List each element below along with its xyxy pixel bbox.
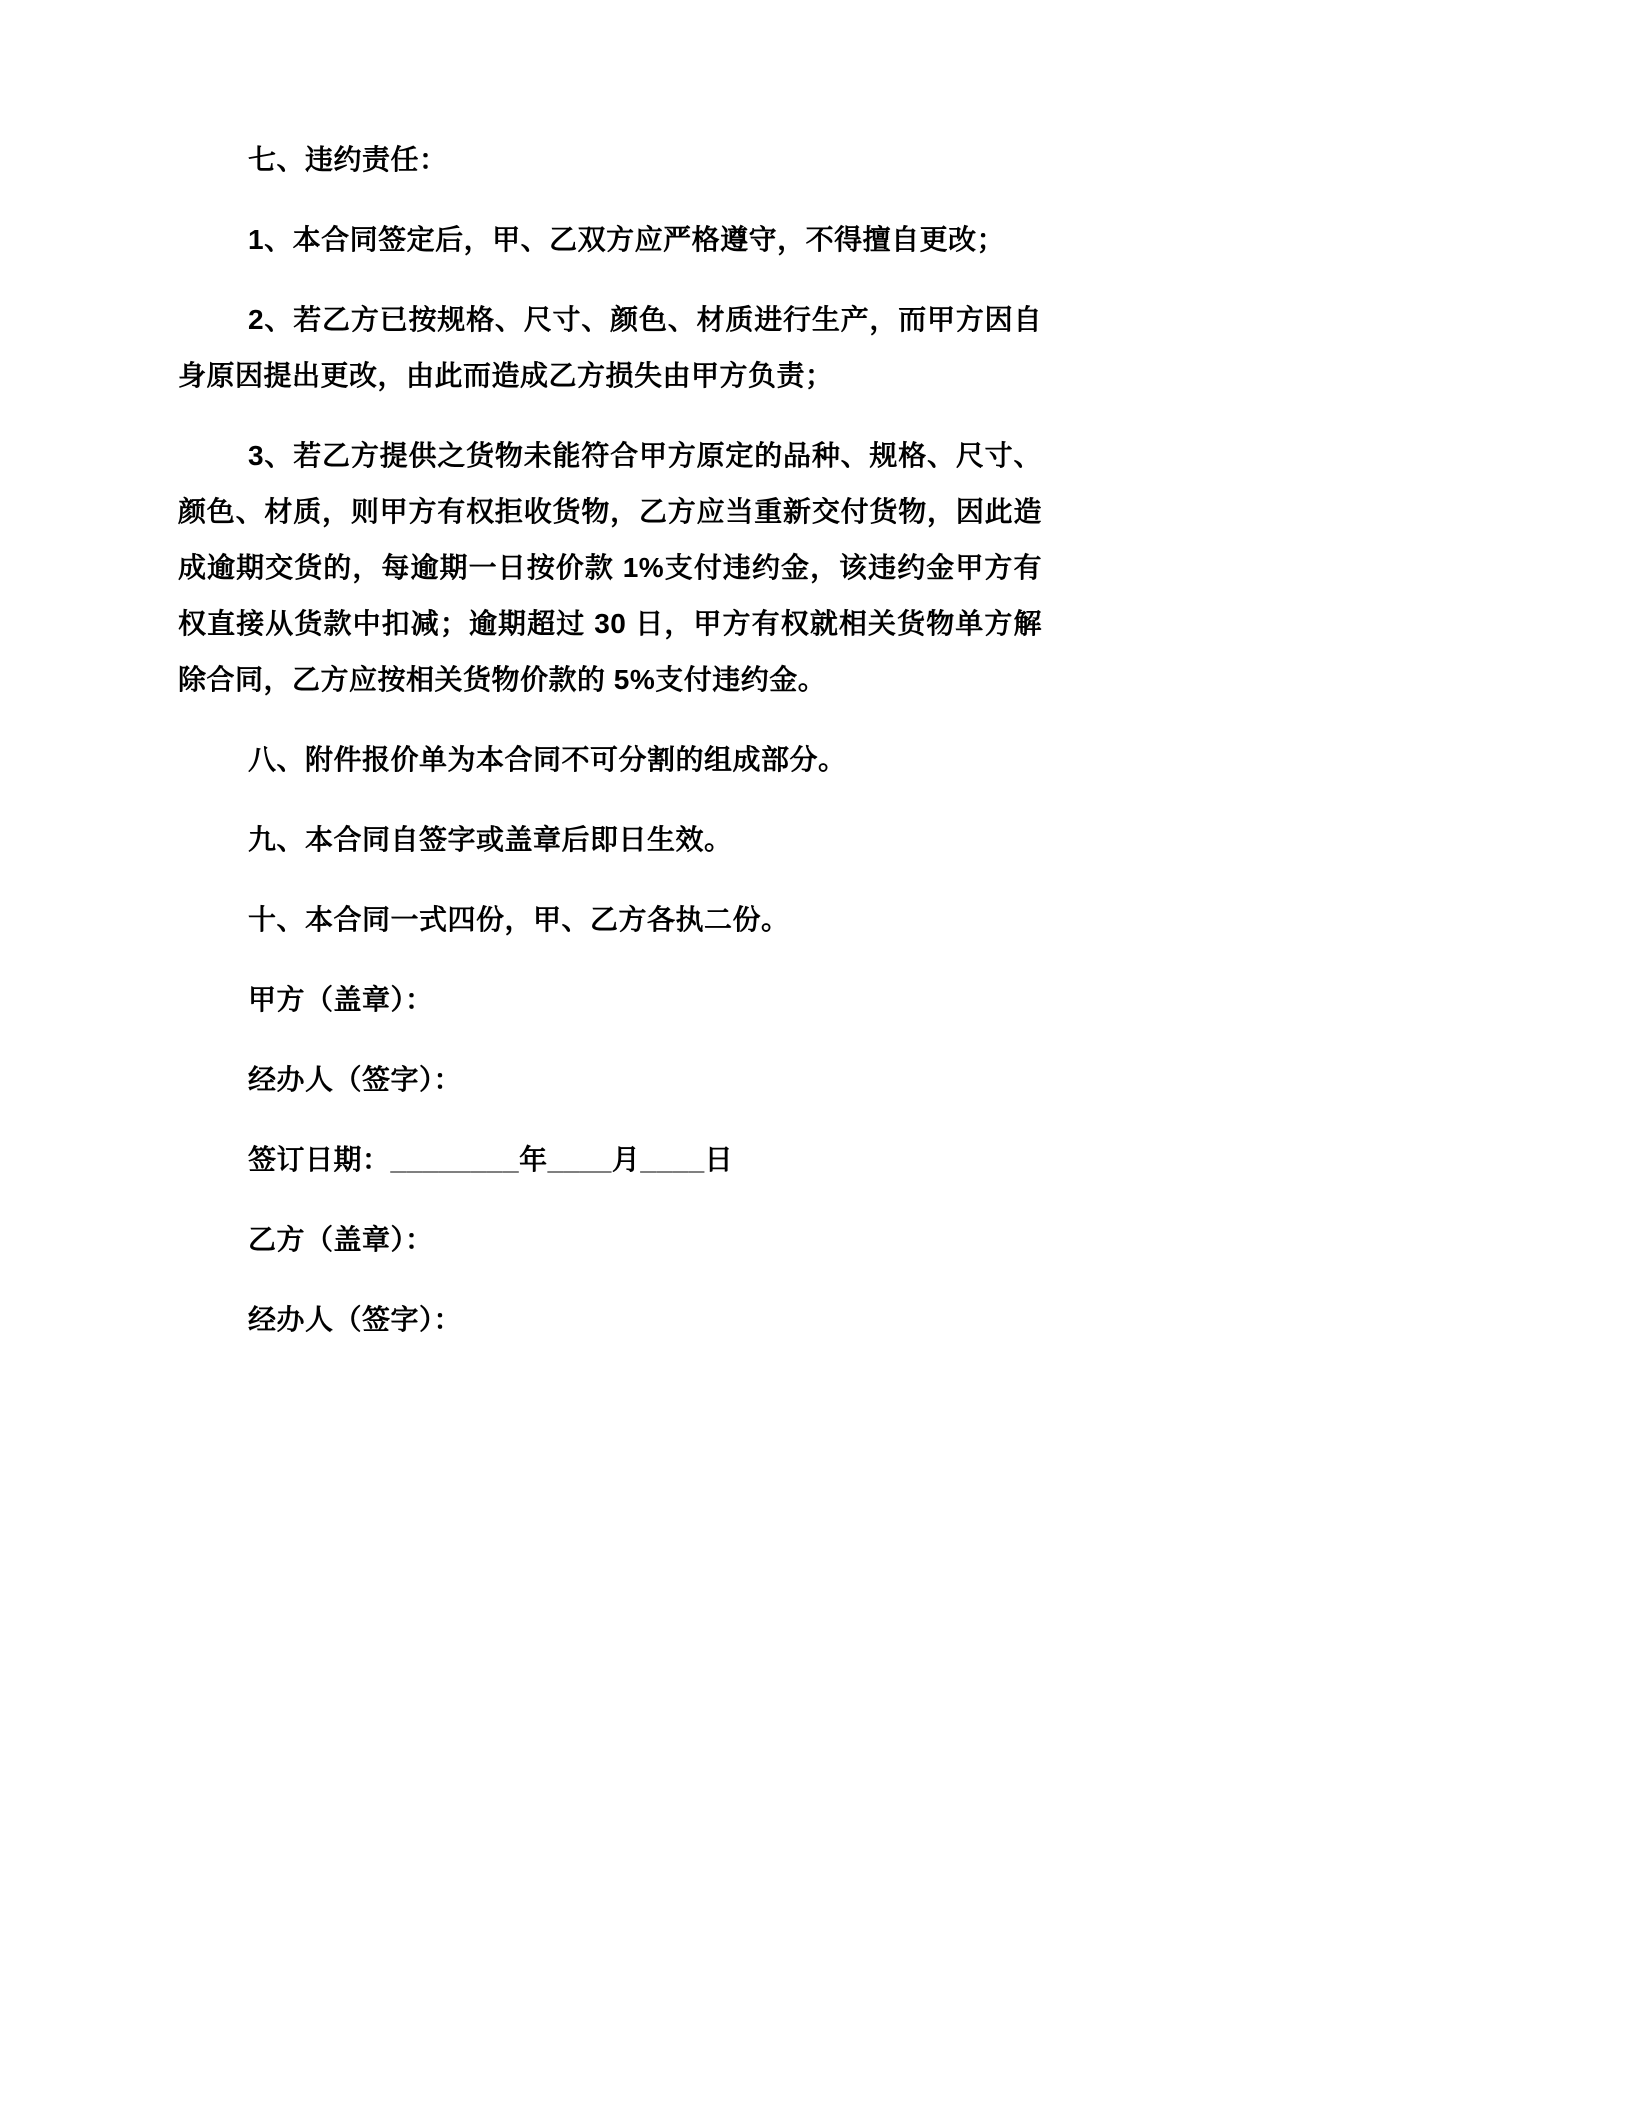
contract-body [178, 132, 1042, 1348]
party-b-seal-line: 乙方（盖章）： [248, 1224, 434, 1255]
clause-9: 九、本合同自签字或盖章后即日生效。 [248, 824, 733, 855]
clause-8: 八、附件报价单为本合同不可分割的组成部分。 [248, 744, 847, 775]
clause-7-item-3: 3、若乙方提供之货物未能符合甲方原定的品种、规格、尺寸、颜色、材质，则甲方有权拒收货物，乙方应当重新交付货物，因此造成逾期交货的，每逾期一日按价款 1%支付违约金，该违约金甲方有权直接从货款中扣减；逾期超过 30 日，甲方有权就相关货物单方解除合同，乙方应按相关货物价款的 5%支付违约金。 [178, 440, 1042, 695]
party-a-seal-line: 甲方（盖章）： [248, 984, 434, 1015]
clause-7-item-2: 2、若乙方已按规格、尺寸、颜色、材质进行生产，而甲方因自身原因提出更改，由此而造成乙方损失由甲方负责； [178, 304, 1042, 391]
party-a-handler-line: 经办人（签字）： [248, 1064, 463, 1095]
clause-10: 十、本合同一式四份，甲、乙方各执二份。 [248, 904, 790, 935]
clause-7-item-1: 1、本合同签定后，甲、乙双方应严格遵守，不得擅自更改； [248, 224, 1006, 255]
clause-7-heading: 七、违约责任： [248, 144, 448, 175]
party-b-handler-line: 经办人（签字）： [248, 1304, 463, 1335]
sign-date-line: 签订日期：________年____月____日 [248, 1144, 734, 1175]
